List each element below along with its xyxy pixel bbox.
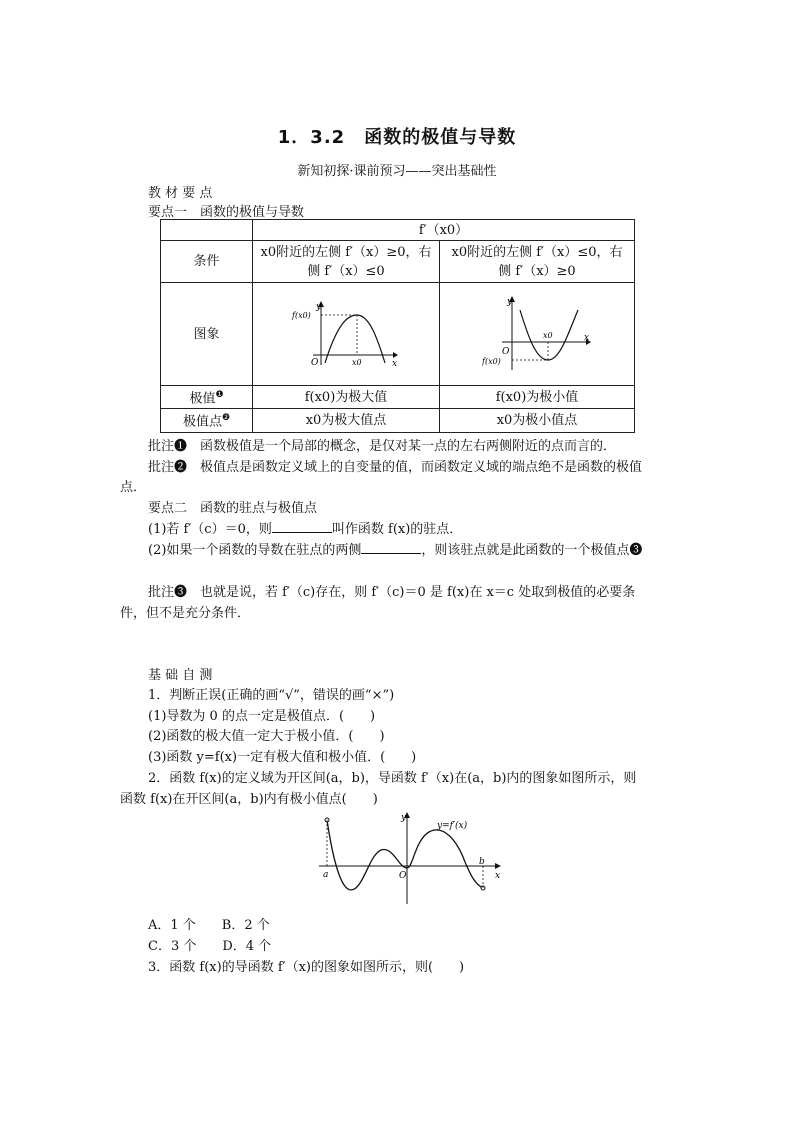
row-point-label: [161, 409, 253, 432]
note-2-line1: 批注❷ 极值点是函数定义域上的自变量的值，而函数定义域的端点绝不是函数的极值: [148, 460, 643, 475]
max-fx0-label: f(x0): [292, 311, 311, 320]
note-mark-2: ❷: [221, 413, 231, 424]
q1-b: (2)函数的极大值一定大于极小值．( ): [148, 729, 385, 744]
note-2-line2: 点．: [120, 480, 147, 495]
condition-max: [253, 241, 440, 283]
condition-min-line1: x0附近的左侧 f′（x）≤0，右: [451, 244, 623, 260]
point2-item2-pre: (2)如果一个函数的导数在驻点的两侧: [148, 543, 362, 558]
row-point-label-text: 极值点: [182, 414, 222, 430]
q1-a: (1)导数为 0 的点一定是极值点．( ): [148, 709, 376, 724]
row-graph-label: 图象: [161, 283, 253, 386]
q2-origin-label: O: [399, 871, 407, 881]
max-y-label: y: [316, 302, 322, 312]
max-graph-cell: [253, 283, 440, 386]
q1-stem: 1．判断正误(正确的画“√”，错误的画“×”): [148, 688, 395, 703]
max-graph: [291, 299, 401, 369]
q2-b-label: b: [479, 857, 485, 867]
q2-line1: 2．函数 f(x)的定义域为开区间(a，b)，导函数 f′（x)在(a，b)内的图象如图所示，则: [148, 771, 637, 786]
min-x-label: x: [584, 333, 590, 343]
point2-item1-blank[interactable]: [272, 520, 332, 533]
table-header-blank: [161, 220, 253, 241]
condition-max-line1: x0附近的左侧 f′（x）≥0，右: [260, 244, 432, 260]
point2-item2-blank[interactable]: [361, 541, 421, 554]
point2-item1: [148, 518, 462, 537]
max-x-label: x: [392, 359, 398, 369]
q2-x-arrow: [495, 863, 501, 869]
point2-item2: [148, 539, 642, 558]
q2-line2: 函数 f(x)在开区间(a，b)内有极小值点( ): [120, 792, 378, 807]
q2-x-label: x: [495, 871, 501, 881]
q2-a-label: a: [323, 870, 329, 880]
q2-curve-label: y=f′(x): [437, 821, 468, 831]
q3-line1: 3．函数 f(x)的导函数 f′（x)的图象如图所示，则( ): [148, 960, 465, 975]
min-graph: [482, 294, 592, 374]
note-1: 批注❶ 函数极值是一个局部的概念，是仅对某一点的左右两侧附近的点而言的．: [148, 439, 617, 454]
max-curve: [325, 315, 385, 363]
table-header-derivative: f′（x0）: [253, 220, 635, 241]
min-value-cell: f(x0)为极小值: [440, 386, 635, 409]
min-fx0-label: f(x0): [482, 357, 501, 366]
note-3-line2: 件，但不是充分条件．: [120, 606, 251, 621]
max-value-cell: f(x0)为极大值: [253, 386, 440, 409]
point2-item1-post: 叫作函数 f(x)的驻点．: [331, 522, 463, 537]
row-value-label: [161, 386, 253, 409]
max-x0-label: x0: [352, 358, 362, 367]
max-point-cell: x0为极大值点: [253, 409, 440, 432]
condition-min-line2: 侧 f′（x）≥0: [498, 263, 576, 279]
q2-options-ab: A．1 个 B．2 个: [148, 918, 270, 933]
q2-options-cd: C．3 个 D．4 个: [148, 939, 272, 954]
page-title: 1．3.2 函数的极值与导数: [277, 127, 517, 148]
page-subtitle: 新知初探·课前预习——突出基础性: [297, 164, 497, 179]
point2-item2-post: ，则该驻点就是此函数的一个极值点❸: [421, 543, 643, 558]
condition-min: [440, 241, 635, 283]
row-value-label-text: 极值: [189, 391, 216, 407]
q2-derivative-graph: [313, 810, 503, 908]
min-y-label: y: [507, 297, 513, 307]
max-origin-label: O: [311, 358, 319, 368]
point2-item1-pre: (1)若 f′（c）＝0，则: [148, 522, 272, 537]
min-x0-label: x0: [543, 331, 553, 340]
max-x-arrow: [393, 352, 398, 358]
min-origin-label: O: [502, 347, 510, 357]
note-mark-1: ❶: [215, 390, 224, 400]
note-3-line1: 批注❸ 也就是说，若 f′（c)存在，则 f′（c)＝0 是 f(x)在 x＝c 处取到极值的必要条: [148, 585, 636, 600]
min-point-cell: x0为极小值点: [440, 409, 635, 432]
section-self-test: 基 础 自 测: [148, 668, 213, 683]
condition-max-line2: 侧 f′（x）≤0: [307, 263, 385, 279]
min-graph-cell: [440, 283, 635, 386]
row-condition-label: 条件: [161, 241, 253, 283]
section-textbook-points: 教 材 要 点: [148, 186, 213, 201]
point1-heading: 要点一 函数的极值与导数: [148, 205, 305, 220]
q1-c: (3)函数 y=f(x)一定有极大值和极小值．( ): [148, 750, 417, 765]
point2-heading: 要点二 函数的驻点与极值点: [148, 501, 318, 516]
q2-y-label: y: [401, 813, 407, 823]
extremum-table: [160, 219, 635, 433]
